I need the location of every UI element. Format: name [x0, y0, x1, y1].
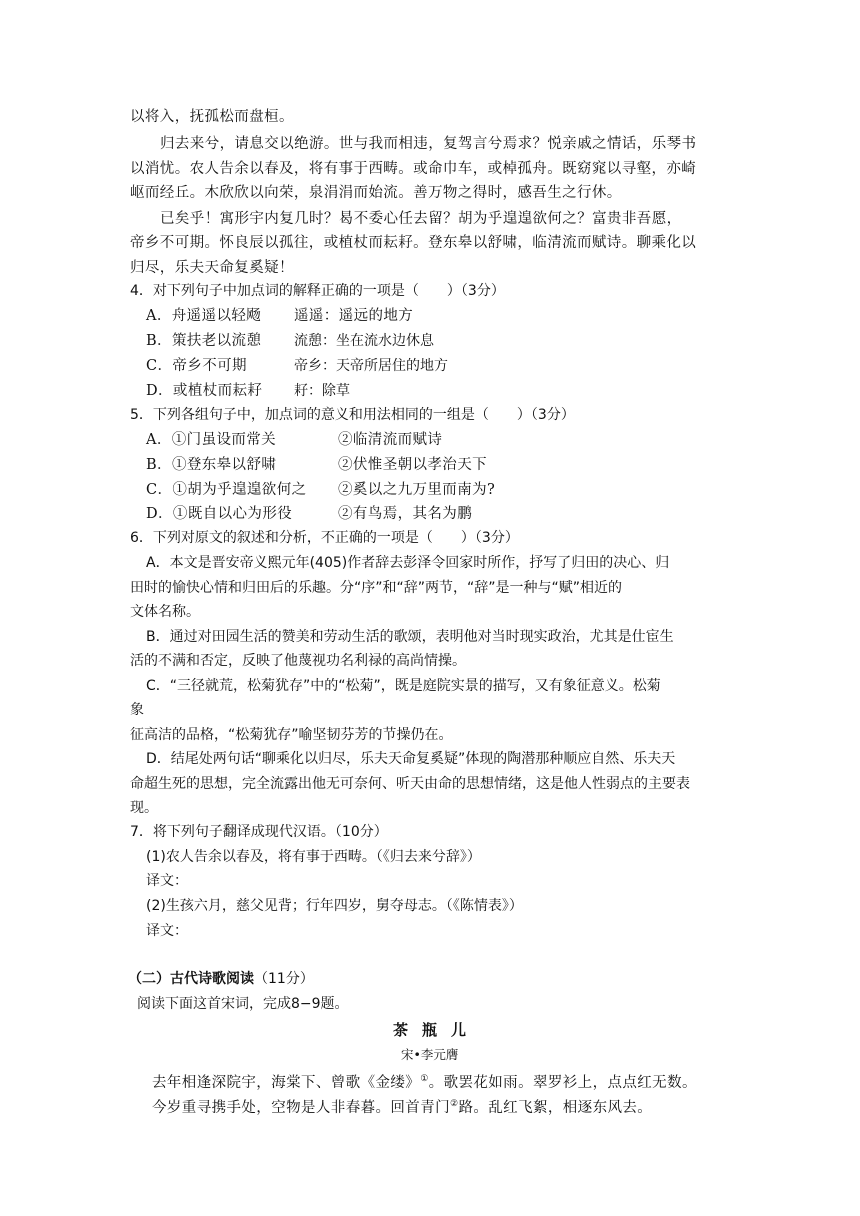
section-heading: [128, 968, 314, 990]
q4-option-d-gloss: 耔：除草: [294, 383, 350, 399]
passage-line: 岖而经丘。木欣欣以向荣，泉涓涓而始流。善万物之得时，感吾生之行休。: [130, 185, 622, 201]
passage-line: 已矣乎！寓形宇内复几时？曷不委心任去留？胡为乎遑遑欲何之？富贵非吾愿，: [160, 211, 682, 227]
footnote-marker: ②: [450, 1099, 459, 1109]
section-heading-score: （11分）: [254, 971, 314, 987]
q5-option-a-1: A．①门虽设而常关: [146, 432, 277, 448]
poem-line-text: 。歌罢花如雨。翠罗衫上，点点红无数。: [428, 1074, 697, 1091]
q7-sentence-1: (1)农人告余以春及，将有事于西畴。（《归去来兮辞》）: [146, 849, 481, 865]
q5-option-c-1: C．①胡为乎遑遑欲何之: [146, 482, 307, 498]
q4-option-b: B．策扶老以流憩: [146, 333, 262, 349]
q6-option-b: B．通过对田园生活的赞美和劳动生活的歌颂，表明他对当时现实政治，尤其是仕宦生: [146, 629, 674, 645]
q5-option-d-1: D．①既自以心为形役: [146, 506, 293, 522]
q6-option-c: 征高洁的品格，“松菊犹存”喻坚韧芬芳的节操仍在。: [130, 727, 453, 743]
q6-option-d: 现。: [130, 800, 158, 816]
passage-line: 以消忧。农人告余以春及，将有事于西畴。或命巾车，或棹孤舟。既窈窕以寻壑，亦崎: [130, 161, 697, 177]
q4-option-a-gloss: 遥遥：遥远的地方: [294, 308, 414, 324]
q6-option-a: 田时的愉快心情和归田后的乐趣。分“序”和“辞”两节，“辞”是一种与“赋”相近的: [130, 580, 623, 596]
question-6-stem: 6．下列对原文的叙述和分析，不正确的一项是（ ）（3分）: [130, 530, 519, 546]
q5-option-a-2: ②临清流而赋诗: [338, 432, 443, 448]
q6-option-c: 象: [130, 702, 144, 718]
poem-line: [152, 1068, 697, 1094]
poem-title: 茶瓶儿: [393, 1021, 481, 1039]
question-4-stem: 4．对下列句子中加点词的解释正确的一项是（ ）（3分）: [130, 283, 505, 299]
poem-line-text: 去年相逢深院宇，海棠下、曾歌《金缕》: [152, 1074, 421, 1091]
q5-option-b-1: B．①登东皋以舒啸: [146, 457, 277, 473]
q4-option-c: C．帝乡不可期: [146, 358, 247, 374]
poem-line: [152, 1093, 652, 1119]
section-heading-title: （二）古代诗歌阅读: [128, 971, 254, 987]
q7-translation-label: 译文：: [146, 923, 188, 939]
footnote-marker: ①: [420, 1074, 429, 1084]
q4-option-d: D．或植杖而耘耔: [146, 383, 263, 399]
q4-option-a: A．舟遥遥以轻飏: [146, 308, 262, 324]
q5-option-c-2: ②奚以之九万里而南为?: [338, 482, 496, 498]
question-5-stem: 5．下列各组句子中，加点词的意义和用法相同的一组是（ ）（3分）: [130, 407, 575, 423]
passage-line: 归尽，乐夫天命复奚疑！: [130, 260, 294, 276]
q6-option-b: 活的不满和否定，反映了他蔑视功名利禄的高尚情操。: [130, 653, 466, 669]
q7-translation-label: 译文：: [146, 873, 188, 889]
q6-option-d: 命超生死的思想，完全流露出他无可奈何、听天由命的思想情绪，这是他人性弱点的主要表: [130, 776, 690, 792]
q7-sentence-2: (2)生孩六月，慈父见背；行年四岁，舅夺母志。（《陈情表》）: [146, 898, 523, 914]
q5-option-b-2: ②伏惟圣朝以孝治天下: [338, 457, 487, 473]
passage-line: 以将入，抚孤松而盘桓。: [130, 109, 294, 125]
poem-line-text: 路。乱红飞絮，相逐东风去。: [458, 1099, 653, 1116]
passage-line: 归去来兮，请息交以绝游。世与我而相违，复驾言兮焉求？悦亲戚之情话，乐琴书: [160, 136, 697, 152]
section-intro: 阅读下面这首宋词，完成8−9题。: [137, 996, 349, 1012]
poem-line-text: 今岁重寻携手处，空物是人非春暮。回首青门: [152, 1099, 450, 1116]
q6-option-a: A．本文是晋安帝义熙元年(405)作者辞去彭泽令回家时所作，抒写了归田的决心、归: [146, 555, 670, 571]
q6-option-c: C．“三径就荒，松菊犹存”中的“松菊”，既是庭院实景的描写，又有象征意义。松菊: [146, 678, 661, 694]
q6-option-a: 文体名称。: [130, 604, 200, 620]
poem-author: 宋•李元膺: [401, 1047, 459, 1062]
q6-option-d: D．结尾处两句话“聊乘化以归尽，乐夫天命复奚疑”体现的陶潜那种顺应自然、乐夫天: [146, 751, 676, 767]
q4-option-c-gloss: 帝乡：天帝所居住的地方: [294, 358, 448, 374]
q4-option-b-gloss: 流憩：坐在流水边休息: [294, 333, 434, 349]
question-7-stem: 7．将下列句子翻译成现代汉语。（10分）: [130, 824, 388, 840]
passage-line: 帝乡不可期。怀良辰以孤往，或植杖而耘耔。登东皋以舒啸，临清流而赋诗。聊乘化以: [130, 235, 697, 251]
q5-option-d-2: ②有鸟焉，其名为鹏: [338, 506, 473, 522]
